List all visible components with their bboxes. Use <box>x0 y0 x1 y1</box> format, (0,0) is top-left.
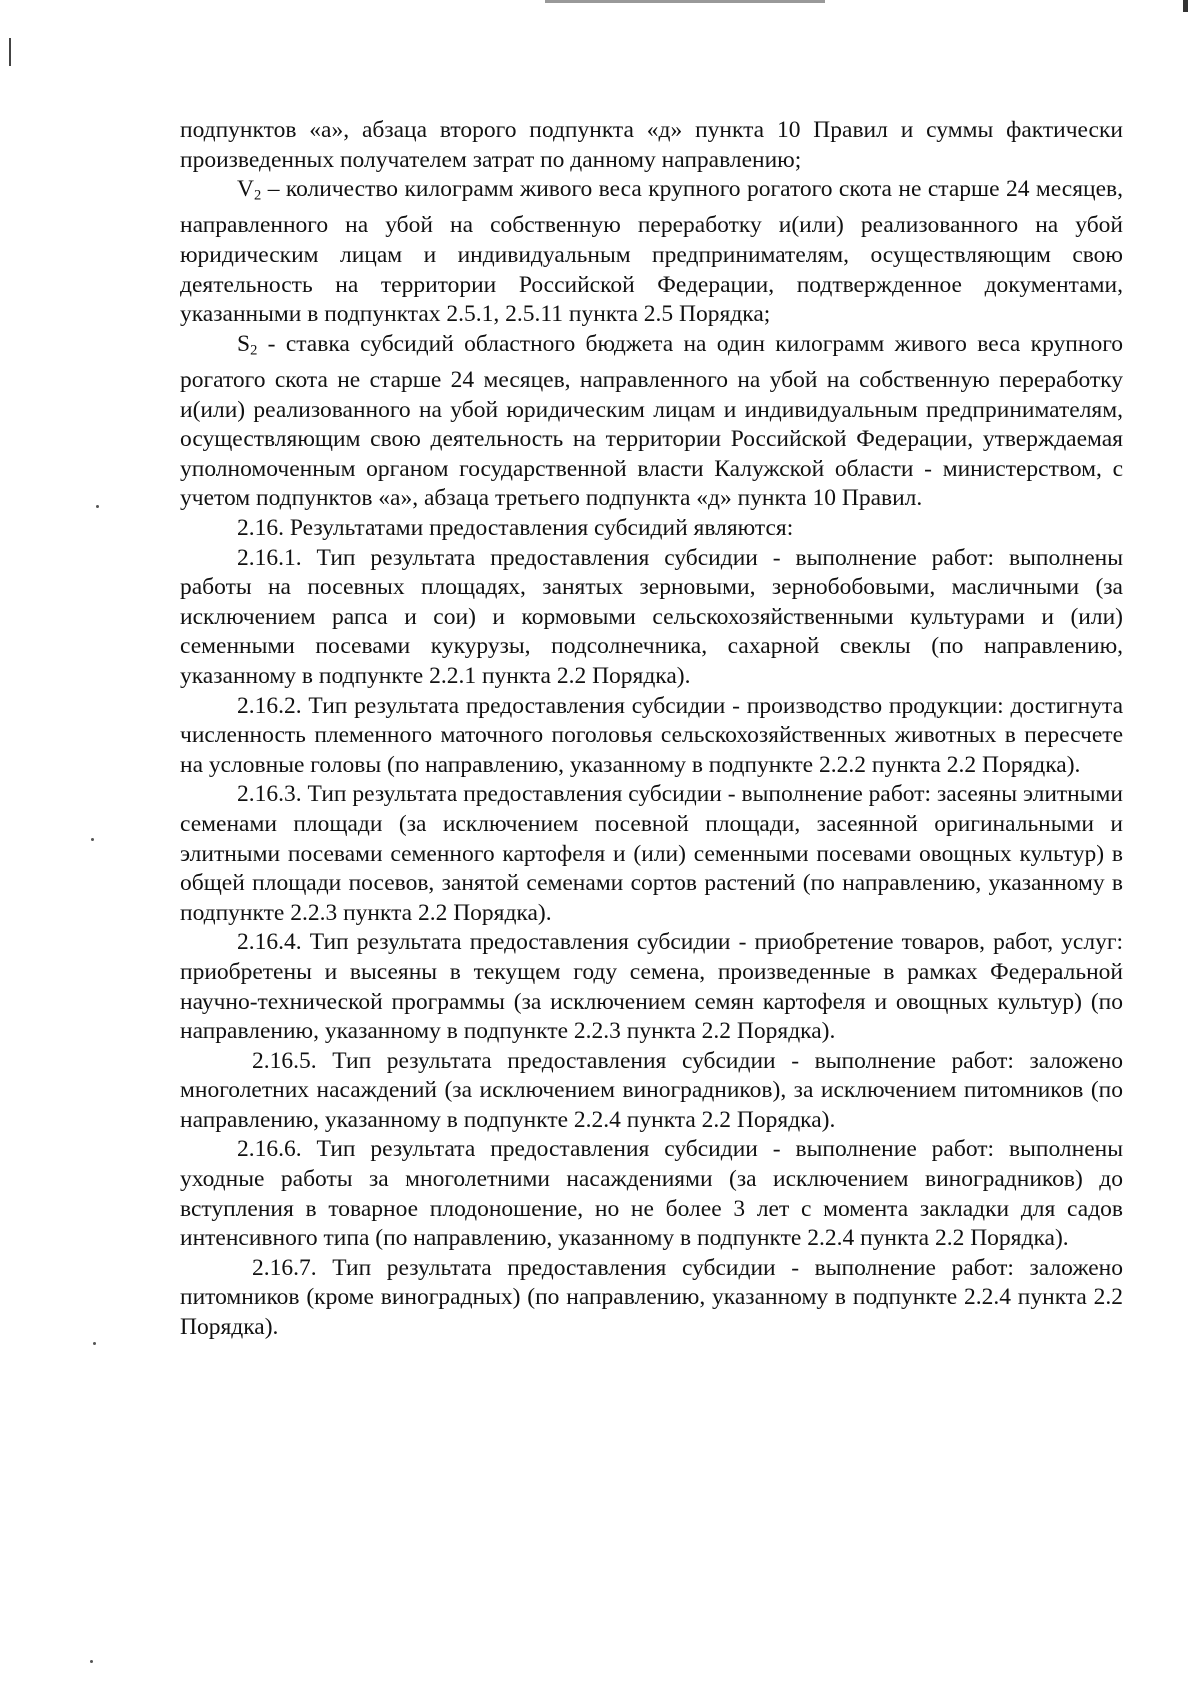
paragraph-v2-definition <box>180 175 1123 330</box>
paragraph-2-16-7: 2.16.7. Тип результата предоставления субсидии - выполнение работ: заложено питомников (кроме виноградных) (по направлению, указанному в подпункте 2.2.4 пункта 2.2 Порядка). <box>180 1254 1123 1341</box>
paragraph-s2-definition <box>180 330 1123 514</box>
paragraph-2-16-5: 2.16.5. Тип результата предоставления субсидии - выполнение работ: заложено многолетних насаждений (за исключением виноградников), за исключением питомников (по направлению, указанному в подпункте 2.2.4 пункта 2.2 Порядка). <box>180 1047 1123 1133</box>
paragraph-2-16-1: 2.16.1. Тип результата предоставления субсидии - выполнение работ: выполнены работы на посевных площадях, занятых зерновыми, зернобобовыми, масличными (за исключением рапса и сои) и кормовыми сельскохозяйственными культурами и (или) семенными посевами кукурузы, подсолнечника, сахарной свеклы (по направлению, указанному в подпункте 2.2.1 пункта 2.2 Порядка). <box>180 544 1123 689</box>
scan-artifact-left-tick <box>9 38 11 66</box>
scan-artifact-dot <box>96 505 99 508</box>
paragraph-2-16-3: 2.16.3. Тип результата предоставления субсидии - выполнение работ: засеяны элитными семенами площади (за исключением посевной площади, засеянной оригинальными и элитными посевами семенного картофеля и (или) семенными посевами овощных культур) в общей площади посевов, занятой семенами сортов растений (по направлению, указанному в подпункте 2.2.3 пункта 2.2 Порядка). <box>180 781 1123 926</box>
paragraph-continuation: подпунктов «а», абзаца второго подпункта «д» пункта 10 Правил и суммы фактически произведенных получателем затрат по данному направлению; <box>180 117 1123 173</box>
definition-text: – количество килограмм живого веса крупного рогатого скота не старше 24 месяцев, направленного на убой на собственную переработку и(или) реализованного на убой юридическим лицам и индивидуальным предпринимателям, осуществляющим свою деятельность на территории Российской Федерации, подтвержденное документами, указанными в подпунктах 2.5.1, 2.5.11 пункта 2.5 Порядка; <box>180 176 1123 328</box>
definition-text: - ставка субсидий областного бюджета на один килограмм живого веса крупного рогатого скота не старше 24 месяцев, направленного на убой на собственную переработку и(или) реализованного на убой юридическим лицам и индивидуальным предпринимателям, осуществляющим свою деятельность на территории Российской Федерации, утверждаемая уполномоченным органом государственной власти Калужской области - министерством, с учетом подпунктов «а», абзаца третьего подпункта «д» пункта 10 Правил. <box>180 330 1123 512</box>
scan-artifact-dot <box>90 1660 93 1663</box>
variable-symbol: S <box>237 330 251 357</box>
scan-artifact-corner-mark <box>1183 0 1188 12</box>
scan-artifact-dot <box>93 1342 96 1345</box>
paragraph-2-16-6: 2.16.6. Тип результата предоставления субсидии - выполнение работ: выполнены уходные работы за многолетними насаждениями (за исключением виноградников) до вступления в товарное плодоношение, но не более 3 лет с момента закладки для садов интенсивного типа (по направлению, указанному в подпункте 2.2.4 пункта 2.2 Порядка). <box>180 1136 1123 1252</box>
paragraph-section-2-16: 2.16. Результатами предоставления субсидий являются: <box>237 515 794 541</box>
document-body <box>180 116 1123 1343</box>
variable-symbol: V <box>237 176 254 203</box>
scan-artifact-top-bar <box>545 0 825 3</box>
variable-subscript: 2 <box>253 187 262 204</box>
variable-subscript: 2 <box>250 342 258 359</box>
scan-artifact-dot <box>91 838 94 841</box>
paragraph-2-16-2: 2.16.2. Тип результата предоставления субсидии - производство продукции: достигнута численность племенного маточного поголовья сельскохозяйственных животных в пересчете на условные головы (по направлению, указанному в подпункте 2.2.2 пункта 2.2 Порядка). <box>180 692 1123 778</box>
paragraph-2-16-4: 2.16.4. Тип результата предоставления субсидии - приобретение товаров, работ, услуг: приобретены и высеяны в текущем году семена, произведенные в рамках Федеральной научно-технической программы (за исключением семян картофеля и овощных культур) (по направлению, указанному в подпункте 2.2.3 пункта 2.2 Порядка). <box>180 929 1123 1045</box>
